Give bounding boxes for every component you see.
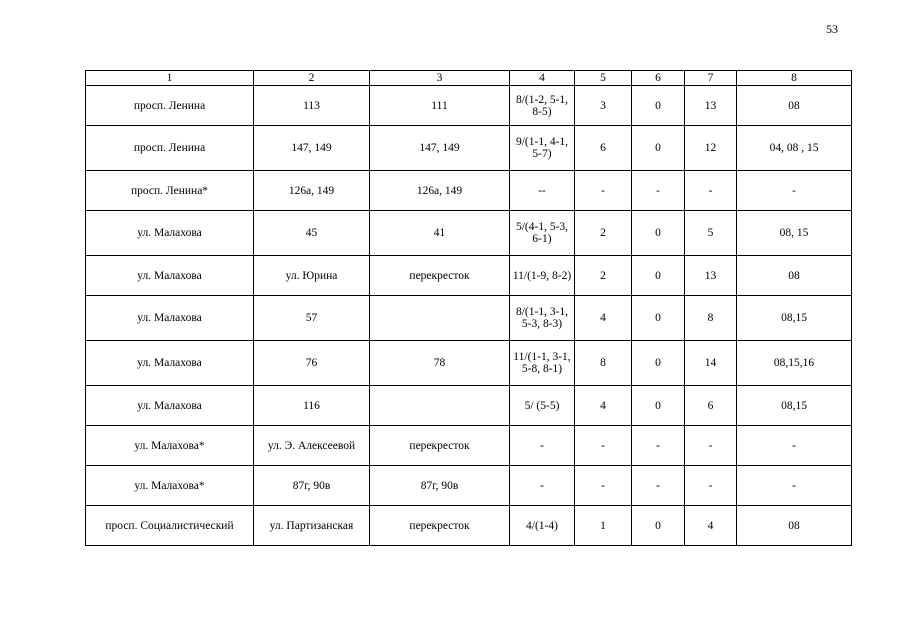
table-cell: 3 <box>575 86 632 126</box>
table-cell: 126а, 149 <box>370 171 510 211</box>
table-row <box>86 126 852 171</box>
header-cell: 6 <box>632 71 685 86</box>
table-cell: 08,15 <box>737 386 852 426</box>
table-row <box>86 386 852 426</box>
table-cell: 147, 149 <box>254 126 370 171</box>
table-row <box>86 171 852 211</box>
table-cell: 0 <box>632 86 685 126</box>
table-cell: ул. Малахова <box>86 341 254 386</box>
table-cell: ул. Малахова* <box>86 466 254 506</box>
table-cell: просп. Ленина <box>86 86 254 126</box>
table-cell: 08,15 <box>737 296 852 341</box>
table-cell: - <box>685 171 737 211</box>
table-cell: 13 <box>685 86 737 126</box>
table-cell: 5/ (5-5) <box>510 386 575 426</box>
table-cell: 4 <box>575 386 632 426</box>
table-cell: 87г, 90в <box>254 466 370 506</box>
table-cell: 8/(1-2, 5-1, 8-5) <box>510 86 575 126</box>
table-cell: ул. Малахова <box>86 256 254 296</box>
table-cell: 11/(1-1, 3-1, 5-8, 8-1) <box>510 341 575 386</box>
table-cell: - <box>575 466 632 506</box>
table-cell: - <box>510 466 575 506</box>
table-cell: 6 <box>575 126 632 171</box>
header-cell: 2 <box>254 71 370 86</box>
table-cell: 4 <box>685 506 737 546</box>
table-cell: 41 <box>370 211 510 256</box>
table-cell: 2 <box>575 256 632 296</box>
table-cell: 113 <box>254 86 370 126</box>
table-row <box>86 211 852 256</box>
page-number: 53 <box>826 22 838 36</box>
table-cell: 0 <box>632 126 685 171</box>
table-cell: 87г, 90в <box>370 466 510 506</box>
table-cell: ул. Малахова* <box>86 426 254 466</box>
table-cell: ул. Партизанская <box>254 506 370 546</box>
table-cell: ул. Юрина <box>254 256 370 296</box>
table-cell: 0 <box>632 506 685 546</box>
table-cell: просп. Ленина* <box>86 171 254 211</box>
table-cell: 0 <box>632 386 685 426</box>
table-cell: - <box>575 426 632 466</box>
table-cell: 0 <box>632 211 685 256</box>
table-cell: 08,15,16 <box>737 341 852 386</box>
table-body <box>86 71 852 546</box>
table-cell: - <box>510 426 575 466</box>
table-cell: просп. Социалистический <box>86 506 254 546</box>
table-cell: 1 <box>575 506 632 546</box>
table-cell: перекресток <box>370 426 510 466</box>
table-cell: 08 <box>737 86 852 126</box>
header-cell: 8 <box>737 71 852 86</box>
table-cell: 78 <box>370 341 510 386</box>
table-row <box>86 341 852 386</box>
table-cell: -- <box>510 171 575 211</box>
table-cell: ул. Малахова <box>86 211 254 256</box>
table-cell: 9/(1-1, 4-1, 5-7) <box>510 126 575 171</box>
header-cell: 7 <box>685 71 737 86</box>
header-cell: 5 <box>575 71 632 86</box>
table-cell: 116 <box>254 386 370 426</box>
table-cell: - <box>632 426 685 466</box>
table-cell: 0 <box>632 341 685 386</box>
table-cell: 126а, 149 <box>254 171 370 211</box>
table-cell: - <box>737 426 852 466</box>
table-cell: 0 <box>632 256 685 296</box>
table-cell: 147, 149 <box>370 126 510 171</box>
table-cell: 13 <box>685 256 737 296</box>
table-cell: - <box>737 466 852 506</box>
table-cell: 12 <box>685 126 737 171</box>
table-cell: 14 <box>685 341 737 386</box>
table-cell: 2 <box>575 211 632 256</box>
table-cell: 8/(1-1, 3-1, 5-3, 8-3) <box>510 296 575 341</box>
table-cell: ул. Малахова <box>86 386 254 426</box>
table-cell: - <box>737 171 852 211</box>
table-cell: 6 <box>685 386 737 426</box>
table-cell: - <box>575 171 632 211</box>
table-cell <box>370 386 510 426</box>
table-cell: перекресток <box>370 256 510 296</box>
table-cell: перекресток <box>370 506 510 546</box>
table-row <box>86 86 852 126</box>
table-cell: 4 <box>575 296 632 341</box>
table-cell: просп. Ленина <box>86 126 254 171</box>
table-row <box>86 296 852 341</box>
table-cell: 111 <box>370 86 510 126</box>
table-row <box>86 426 852 466</box>
table-cell: 0 <box>632 296 685 341</box>
header-cell: 1 <box>86 71 254 86</box>
table-cell: 76 <box>254 341 370 386</box>
table-cell: 08 <box>737 506 852 546</box>
table-cell: 08 <box>737 256 852 296</box>
table-cell: - <box>632 466 685 506</box>
table-header-row <box>86 71 852 86</box>
table-cell: 45 <box>254 211 370 256</box>
table-cell: 8 <box>575 341 632 386</box>
table-cell: 5 <box>685 211 737 256</box>
table-row <box>86 466 852 506</box>
table-cell: 04, 08 , 15 <box>737 126 852 171</box>
table-cell: ул. Малахова <box>86 296 254 341</box>
table-cell: - <box>685 466 737 506</box>
table-cell: - <box>685 426 737 466</box>
table-cell: 11/(1-9, 8-2) <box>510 256 575 296</box>
table-cell: - <box>632 171 685 211</box>
table-cell: 5/(4-1, 5-3, 6-1) <box>510 211 575 256</box>
data-table <box>85 70 852 546</box>
table-cell: 08, 15 <box>737 211 852 256</box>
header-cell: 3 <box>370 71 510 86</box>
table-row <box>86 506 852 546</box>
table-cell: 4/(1-4) <box>510 506 575 546</box>
table-cell: ул. Э. Алексеевой <box>254 426 370 466</box>
table-cell: 8 <box>685 296 737 341</box>
header-cell: 4 <box>510 71 575 86</box>
table-cell <box>370 296 510 341</box>
table-cell: 57 <box>254 296 370 341</box>
table-row <box>86 256 852 296</box>
